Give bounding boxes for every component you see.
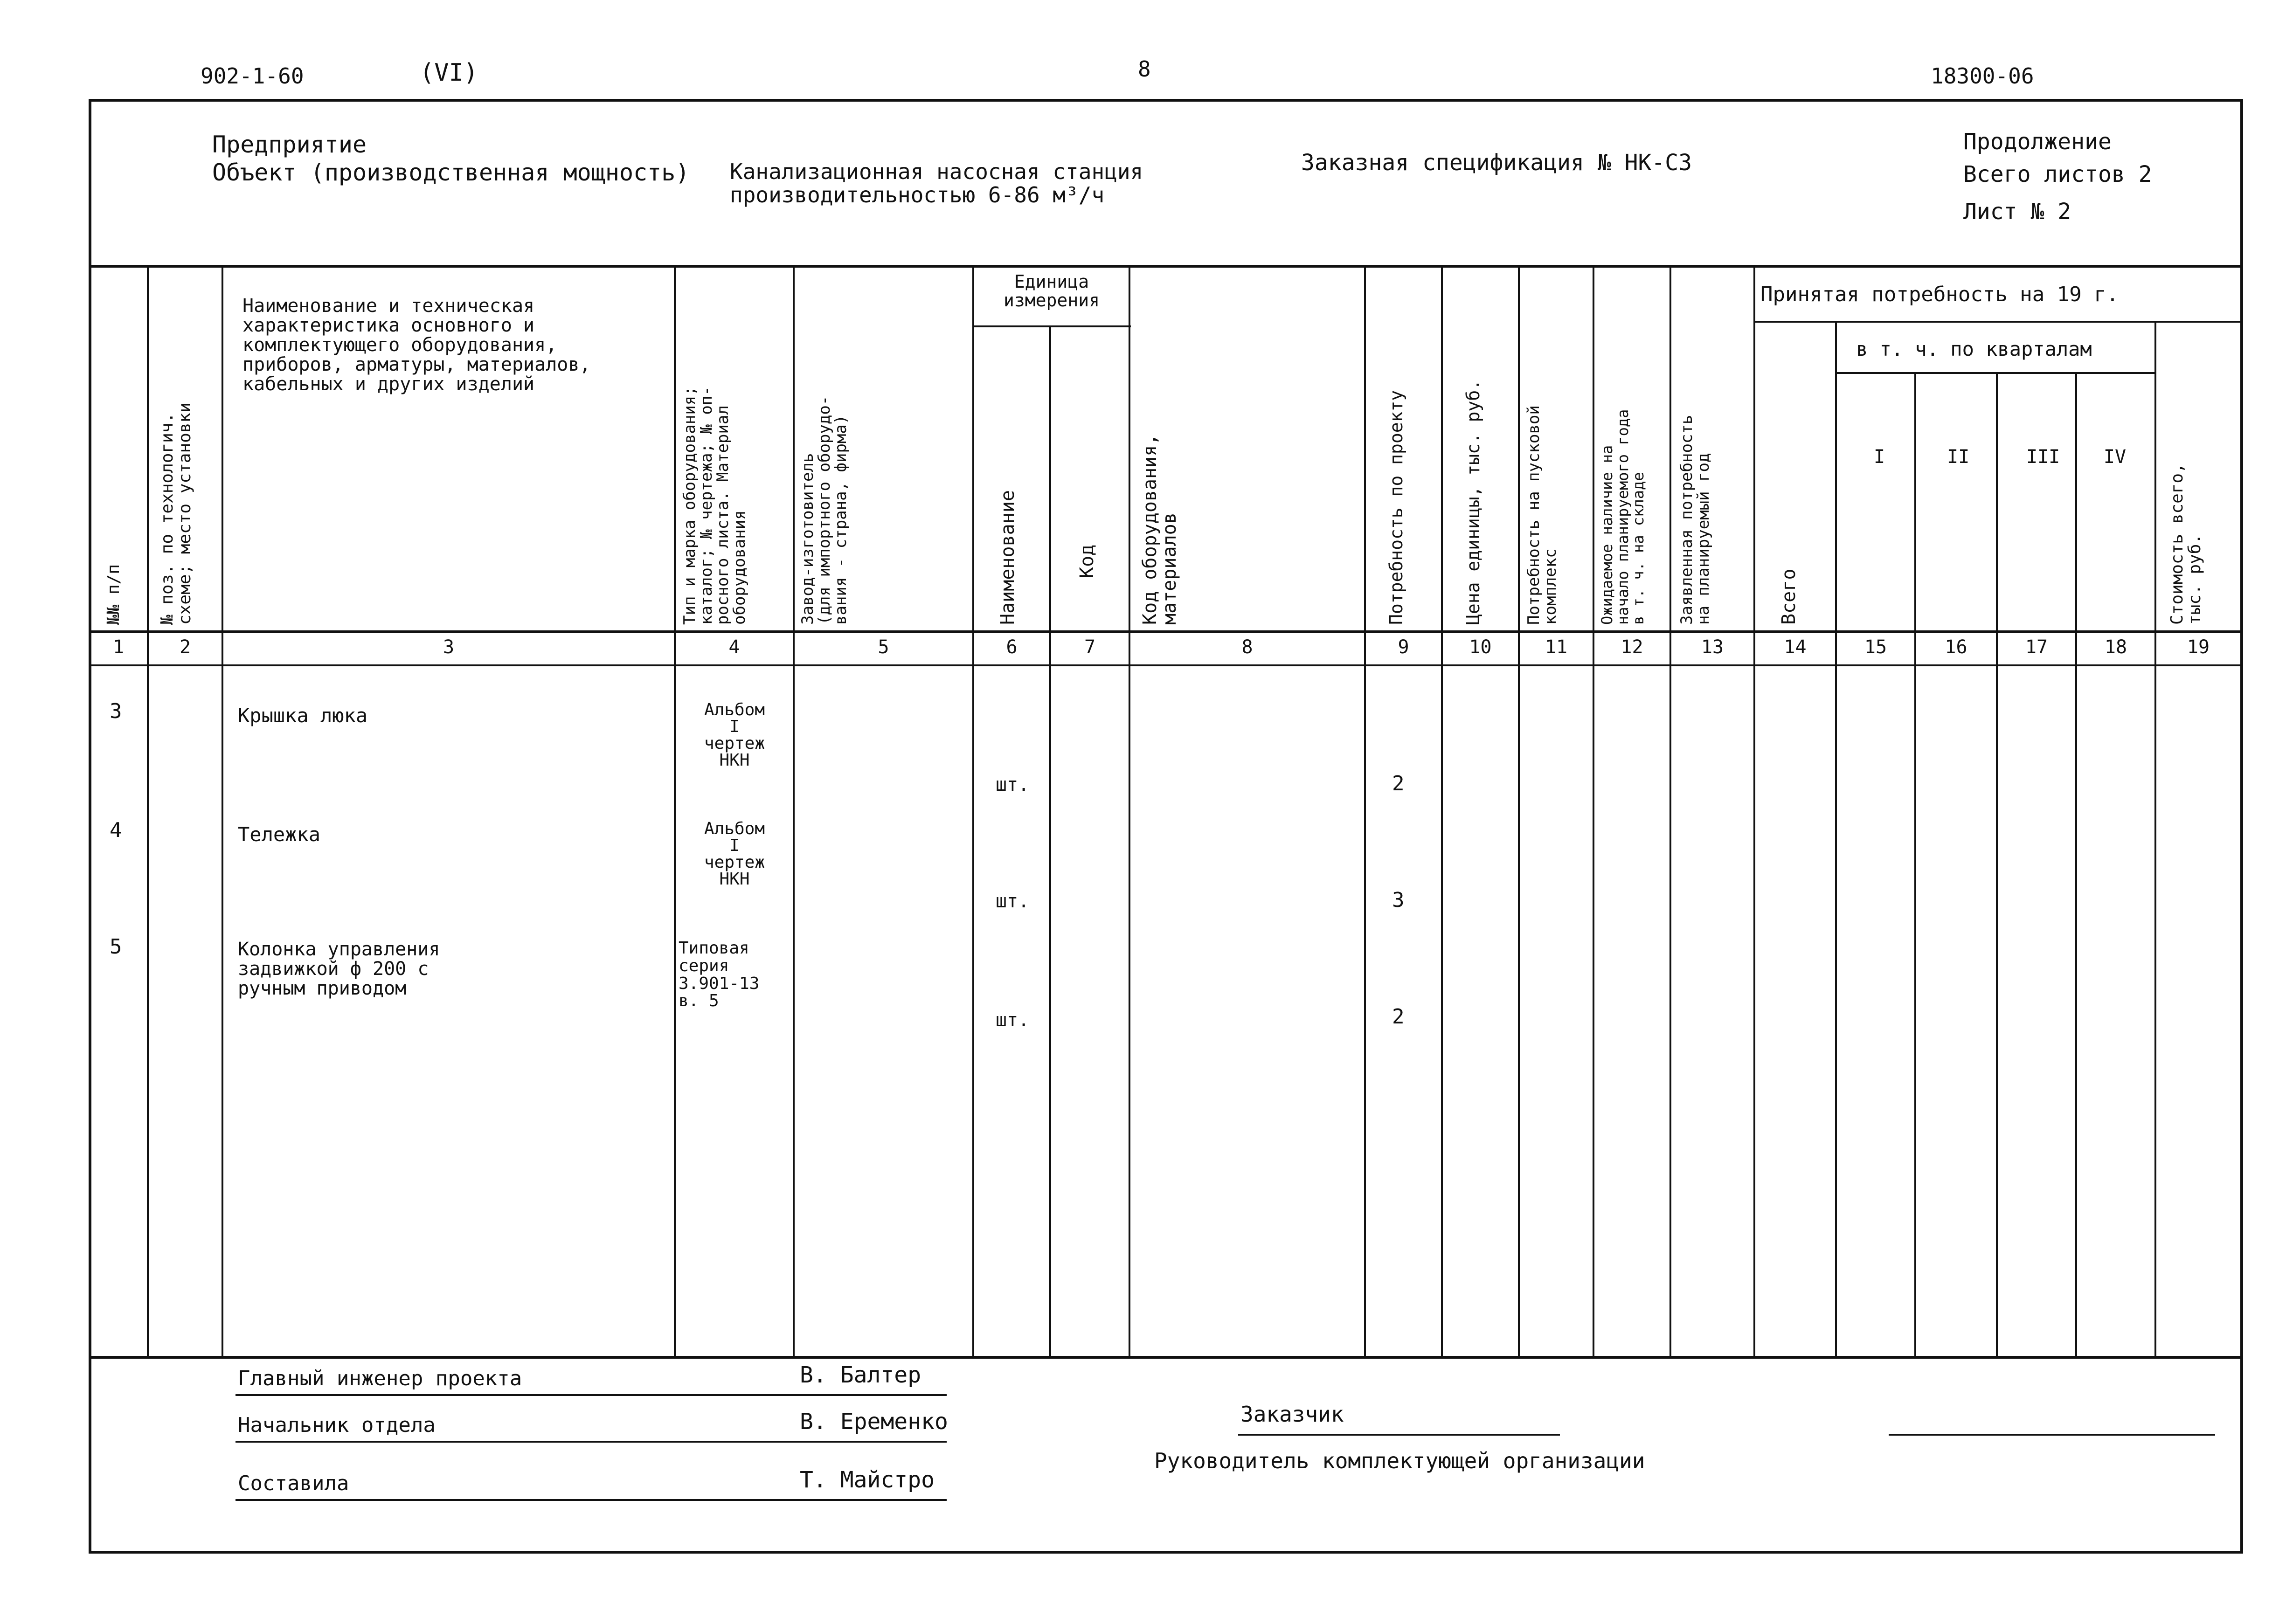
object-label: Объект (производственная мощность)	[212, 159, 690, 186]
row-qty: 3	[1392, 888, 1405, 912]
header-col-2: № поз. по технологич. схеме; место установки	[158, 402, 194, 625]
column-number-19: 19	[2187, 636, 2210, 658]
column-number-11: 11	[1545, 636, 1568, 658]
customer-label: Заказчик	[1240, 1402, 1344, 1427]
col-sep-10	[1518, 266, 1520, 1357]
header-accepted-group: Принятая потребность на 19 г.	[1760, 283, 2119, 306]
header-col-11: Потребность на пусковой комплекс	[1524, 405, 1560, 625]
column-number-3: 3	[443, 636, 455, 658]
sheet-code: 18300-06	[1931, 63, 2034, 89]
col-sep-13	[1753, 266, 1755, 1357]
column-number-16: 16	[1945, 636, 1967, 658]
column-number-1: 1	[112, 636, 125, 658]
col-sep-3	[674, 266, 676, 1357]
column-number-2: 2	[179, 636, 191, 658]
signature-line-2	[236, 1441, 947, 1443]
header-q4: IV	[2103, 446, 2127, 468]
quarters-group-line	[1835, 372, 2156, 374]
header-col-8: Код оборудования, материалов	[1139, 434, 1180, 625]
col-sep-6	[1049, 326, 1051, 1357]
object-name-line1: Канализационная насосная станция	[730, 159, 1143, 184]
customer-signature-line	[1238, 1434, 1560, 1436]
row-qty: 2	[1392, 1005, 1405, 1029]
header-quarters-label: в т. ч. по кварталам	[1856, 338, 2092, 360]
row-name: Тележка	[238, 823, 321, 846]
header-bottom-line	[89, 630, 2243, 633]
header-col-10: Цена единицы, тыс. руб.	[1463, 379, 1483, 625]
accepted-group-line	[1753, 321, 2243, 323]
row-type: Альбом I чертеж НКН	[704, 819, 765, 889]
unit-group-line	[972, 325, 1131, 327]
column-number-12: 12	[1621, 636, 1643, 658]
col-sep-16	[1996, 373, 1998, 1357]
row-number: 3	[110, 699, 122, 723]
column-number-15: 15	[1864, 636, 1887, 658]
header-q2: II	[1947, 446, 1970, 468]
header-q1: I	[1873, 446, 1885, 468]
signature-line-3	[236, 1499, 947, 1501]
total-sheets: Всего листов 2	[1963, 161, 2152, 187]
column-number-18: 18	[2104, 636, 2127, 658]
compiled-name: Т. Майстро	[800, 1467, 935, 1493]
header-col-5: Завод-изготовитель (для импортного оборудо- вания - страна, фирма)	[798, 395, 851, 625]
header-col-4: Тип и марка оборудования; каталог; № чертежа; № оп- росного листа. Материал оборудования	[680, 386, 749, 625]
header-col-19: Стоимость всего, тыс. руб.	[2168, 463, 2204, 625]
supplier-head-label: Руководитель комплектующей организации	[1154, 1448, 1645, 1473]
header-top-line	[89, 265, 2243, 268]
col-sep-12	[1669, 266, 1671, 1357]
page-number: 8	[1138, 56, 1151, 82]
row-number: 4	[110, 818, 122, 842]
header-unit-group: Единица измерения	[1004, 271, 1100, 311]
header-col-6: Наименование	[997, 490, 1018, 625]
col-sep-7	[1129, 266, 1130, 1357]
column-number-14: 14	[1784, 636, 1807, 658]
signature-line-1	[236, 1394, 947, 1396]
head-dept-name: В. Еременко	[800, 1409, 948, 1435]
col-sep-17	[2075, 373, 2077, 1357]
row-name: Крышка люка	[238, 704, 368, 727]
enterprise-label: Предприятие	[212, 131, 367, 158]
header-q3: III	[2026, 446, 2060, 468]
doc-code: 902-1-60	[201, 63, 304, 89]
row-unit: шт.	[996, 891, 1030, 912]
header-col-3: Наименование и техническая характеристика основного и комплектующего оборудования, приборов, арматуры, материалов, кабельных и других изделий	[242, 295, 591, 395]
col-sep-5	[972, 266, 974, 1357]
object-name-line2: производительностью 6-86 м³/ч	[730, 182, 1105, 207]
customer-signature-line-right	[1889, 1434, 2215, 1436]
chief-engineer-name: В. Балтер	[800, 1362, 921, 1388]
column-number-8: 8	[1241, 636, 1253, 658]
row-unit: шт.	[996, 774, 1030, 795]
header-col-14: Всего	[1778, 568, 1800, 625]
column-number-9: 9	[1398, 636, 1409, 658]
row-unit: шт.	[996, 1009, 1030, 1031]
row-qty: 2	[1392, 772, 1405, 795]
column-number-6: 6	[1006, 636, 1018, 658]
col-sep-8	[1364, 266, 1366, 1357]
chief-engineer-title: Главный инженер проекта	[238, 1367, 522, 1390]
col-sep-14	[1835, 322, 1837, 1357]
head-dept-title: Начальник отдела	[238, 1413, 436, 1437]
compiled-title: Составила	[238, 1472, 349, 1495]
column-number-10: 10	[1469, 636, 1492, 658]
row-type: Типовая серия 3.901-13 в. 5	[679, 939, 760, 1011]
col-sep-2	[222, 266, 223, 1357]
col-sep-4	[793, 266, 795, 1357]
column-numbers-line	[89, 664, 2243, 666]
continuation-label: Продолжение	[1963, 129, 2112, 155]
column-number-5: 5	[878, 636, 889, 658]
col-sep-11	[1593, 266, 1594, 1357]
header-col-13: Заявленная потребность на планируемый год	[1677, 415, 1713, 625]
volume-number: (VI)	[420, 59, 478, 87]
row-name: Колонка управления задвижкой ф 200 с ручным приводом	[238, 939, 440, 999]
column-number-4: 4	[728, 636, 740, 658]
table-bottom-line	[89, 1356, 2243, 1359]
spec-title: Заказная спецификация № НК-С3	[1301, 150, 1692, 176]
header-col-12: Ожидаемое наличие на начало планируемого года в т. ч. на складе	[1598, 409, 1648, 625]
row-number: 5	[110, 935, 122, 959]
header-col-7: Код	[1076, 544, 1098, 578]
col-sep-18	[2154, 322, 2156, 1357]
header-col-9: Потребность по проекту	[1386, 390, 1406, 625]
sheet-number: Лист № 2	[1963, 199, 2071, 225]
col-sep-1	[147, 266, 149, 1357]
row-type: Альбом I чертеж НКН	[704, 700, 765, 770]
column-number-13: 13	[1701, 636, 1724, 658]
col-sep-15	[1914, 373, 1916, 1357]
column-number-7: 7	[1084, 636, 1096, 658]
col-sep-9	[1441, 266, 1443, 1357]
header-col-1: №№ п/п	[104, 564, 123, 625]
column-number-17: 17	[2025, 636, 2048, 658]
